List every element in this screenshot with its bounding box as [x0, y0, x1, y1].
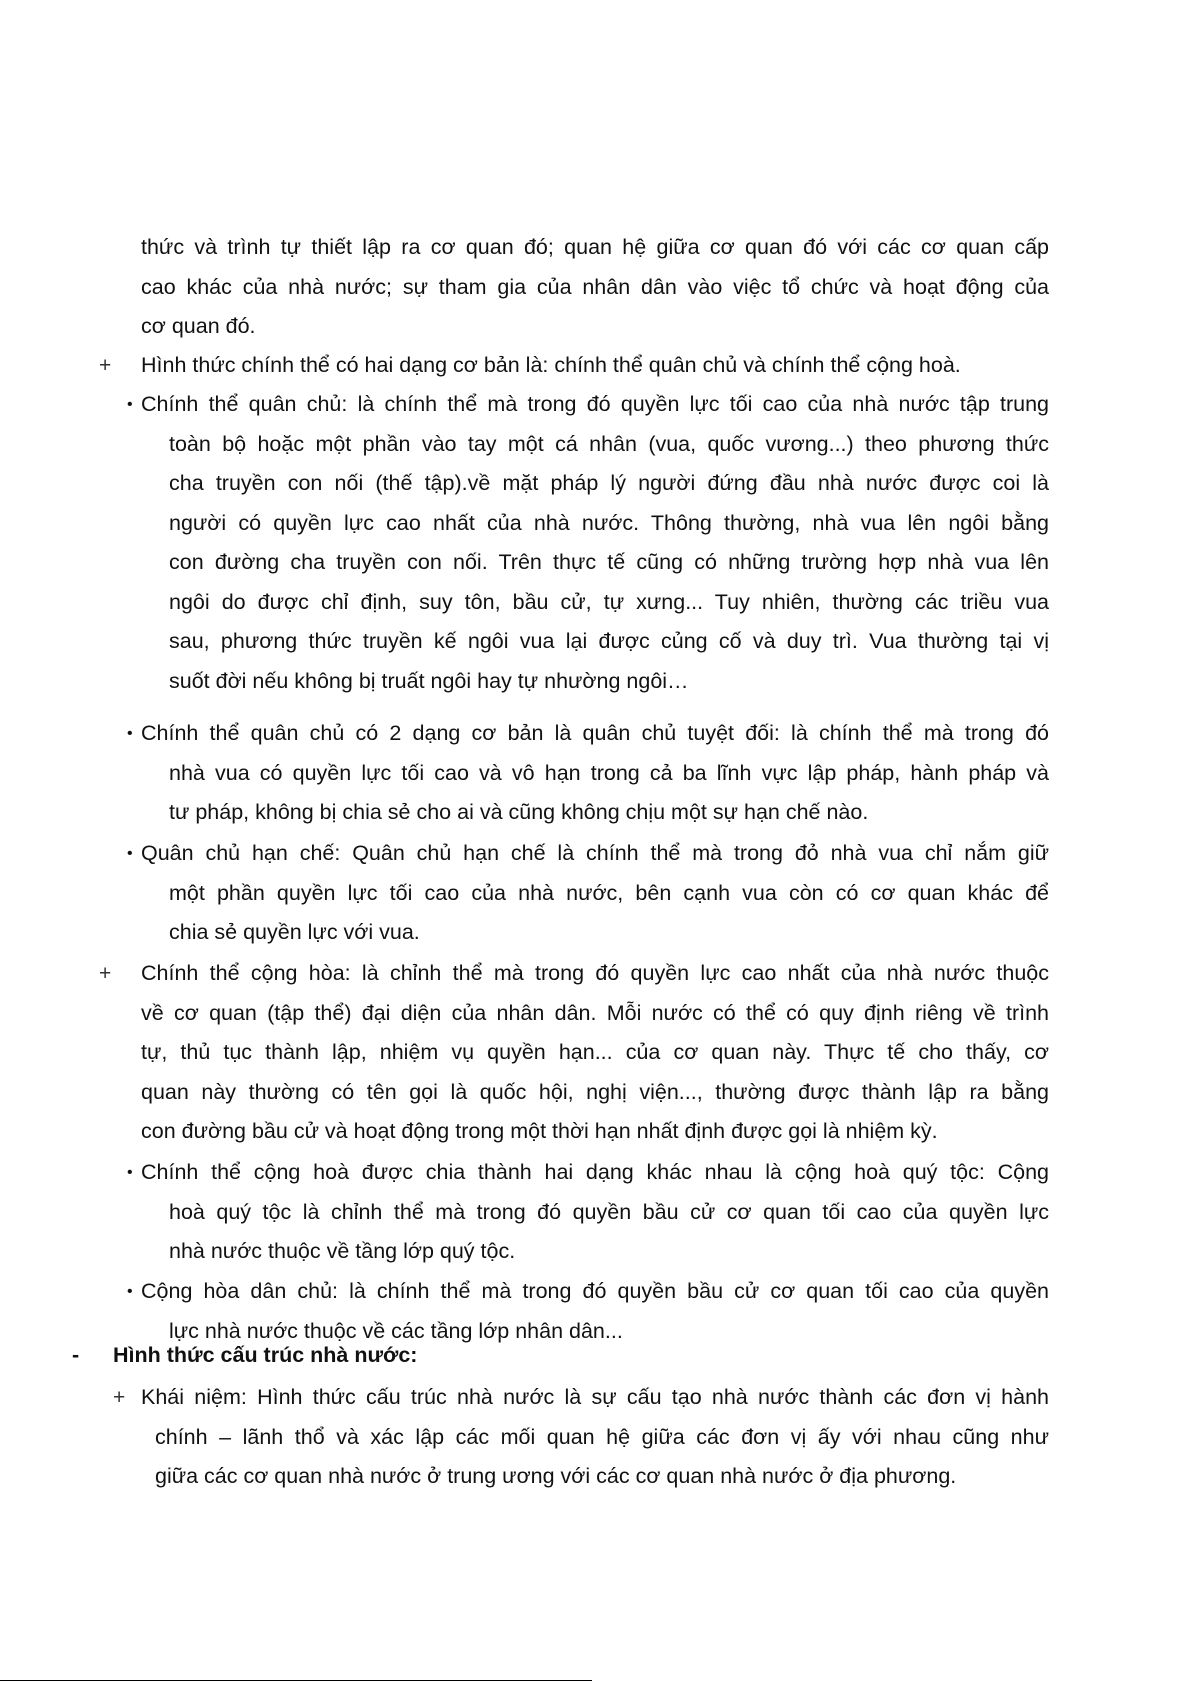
text-line: Hình thức chính thể có hai dạng cơ bản là: chính thể quân chủ và chính thể cộng hoà. — [141, 353, 961, 377]
text-line: hoà quý tộc là chỉnh thể mà trong đó quyền bầu cử cơ quan tối cao của quyền lực — [169, 1199, 1049, 1224]
list-item-aristocratic-republic — [141, 1153, 1049, 1272]
heading-text: Hình thức cấu trúc nhà nước: — [113, 1343, 418, 1367]
section-heading — [113, 1336, 813, 1376]
plus-marker: + — [113, 1386, 126, 1409]
text-line: Chính thể cộng hoà được chia thành hai dạng khác nhau là cộng hoà quý tộc: Cộng — [141, 1160, 1049, 1184]
text-line: Khái niệm: Hình thức cấu trúc nhà nước là sự cấu tạo nhà nước thành các đơn vị hành — [141, 1385, 1049, 1409]
bullet-marker: • — [127, 725, 133, 742]
text-line: về cơ quan (tập thể) đại diện của nhân dân. Mỗi nước có thể có quy định riêng về trình — [141, 1000, 1049, 1025]
bullet-marker: • — [127, 396, 133, 413]
list-item-concept — [141, 1378, 1049, 1497]
list-item-republic — [141, 954, 1049, 1152]
footer-rule — [0, 1680, 592, 1681]
text-line: tự, thủ tục thành lập, nhiệm vụ quyền hạn... của cơ quan này. Thực tế cho thấy, cơ — [141, 1040, 1049, 1064]
text-line: quan này thường có tên gọi là quốc hội, nghị viện..., thường được thành lập ra bằng — [141, 1079, 1049, 1104]
text-line: Cộng hòa dân chủ: là chính thể mà trong đó quyền bầu cử cơ quan tối cao của quyền — [141, 1279, 1049, 1303]
text-line: tư pháp, không bị chia sẻ cho ai và cũng không chịu một sự hạn chế nào. — [169, 800, 869, 824]
text-line: một phần quyền lực tối cao của nhà nước, bên cạnh vua còn có cơ quan khác để — [169, 880, 1049, 905]
plus-marker: + — [99, 962, 112, 985]
text-line: nhà vua có quyền lực tối cao và vô hạn trong cả ba lĩnh vực lập pháp, hành pháp và — [169, 760, 1049, 785]
bullet-marker: • — [127, 845, 133, 862]
list-item-forms-of-government — [141, 346, 1049, 386]
text-line: con đường bầu cử và hoạt động trong một thời hạn nhất định được gọi là nhiệm kỳ. — [141, 1119, 938, 1143]
list-item-limited-monarchy — [141, 834, 1049, 953]
text-line: cha truyền con nối (thế tập).về mặt pháp lý người đứng đầu nhà nước được coi là — [169, 471, 1049, 495]
bullet-marker: • — [127, 1164, 133, 1181]
text-line: chia sẻ quyền lực với vua. — [169, 920, 420, 944]
text-line: suốt đời nếu không bị truất ngôi hay tự nhường ngôi… — [169, 668, 689, 693]
plus-marker: + — [99, 354, 112, 377]
text-line: Quân chủ hạn chế: Quân chủ hạn chế là chính thể mà trong đỏ nhà vua chỉ nắm giữ — [141, 841, 1049, 865]
text-line: cơ quan đó. — [141, 314, 256, 338]
text-line: con đường cha truyền con nối. Trên thực tế cũng có những trường hợp nhà vua lên — [169, 550, 1049, 574]
text-line: toàn bộ hoặc một phần vào tay một cá nhân (vua, quốc vương...) theo phương thức — [169, 431, 1049, 456]
text-line: Chính thể quân chủ: là chính thể mà trong đó quyền lực tối cao của nhà nước tập trung — [141, 392, 1049, 416]
list-item-monarchy — [141, 385, 1049, 701]
list-item-absolute-monarchy — [141, 714, 1049, 833]
dash-marker: - — [72, 1343, 80, 1367]
intro-paragraph — [141, 228, 1049, 347]
text-line: người có quyền lực cao nhất của nhà nước. Thông thường, nhà vua lên ngôi bằng — [169, 510, 1049, 535]
text-line: cao khác của nhà nước; sự tham gia của nhân dân vào việc tổ chức và hoạt động của — [141, 274, 1049, 299]
text-line: nhà nước thuộc về tầng lớp quý tộc. — [169, 1239, 516, 1263]
text-line: thức và trình tự thiết lập ra cơ quan đó; quan hệ giữa cơ quan đó với các cơ quan cấp — [141, 235, 1049, 259]
text-line: Chính thể cộng hòa: là chỉnh thể mà trong đó quyền lực cao nhất của nhà nước thuộc — [141, 961, 1049, 985]
text-line: giữa các cơ quan nhà nước ở trung ương với các cơ quan nhà nước ở địa phương. — [155, 1464, 957, 1488]
text-line: ngôi do được chỉ định, suy tôn, bầu cử, tự xưng... Tuy nhiên, thường các triều vua — [169, 589, 1049, 614]
text-line: Chính thể quân chủ có 2 dạng cơ bản là quân chủ tuyệt đối: là chính thể mà trong đó — [141, 721, 1049, 745]
text-line: lực nhà nước thuộc về các tầng lớp nhân dân... — [169, 1318, 623, 1343]
text-line: sau, phương thức truyền kế ngôi vua lại được củng cố và duy trì. Vua thường tại vị — [169, 629, 1049, 653]
bullet-marker: • — [127, 1283, 133, 1300]
text-line: chính – lãnh thổ và xác lập các mối quan hệ giữa các đơn vị ấy với nhau cũng như — [155, 1424, 1049, 1449]
